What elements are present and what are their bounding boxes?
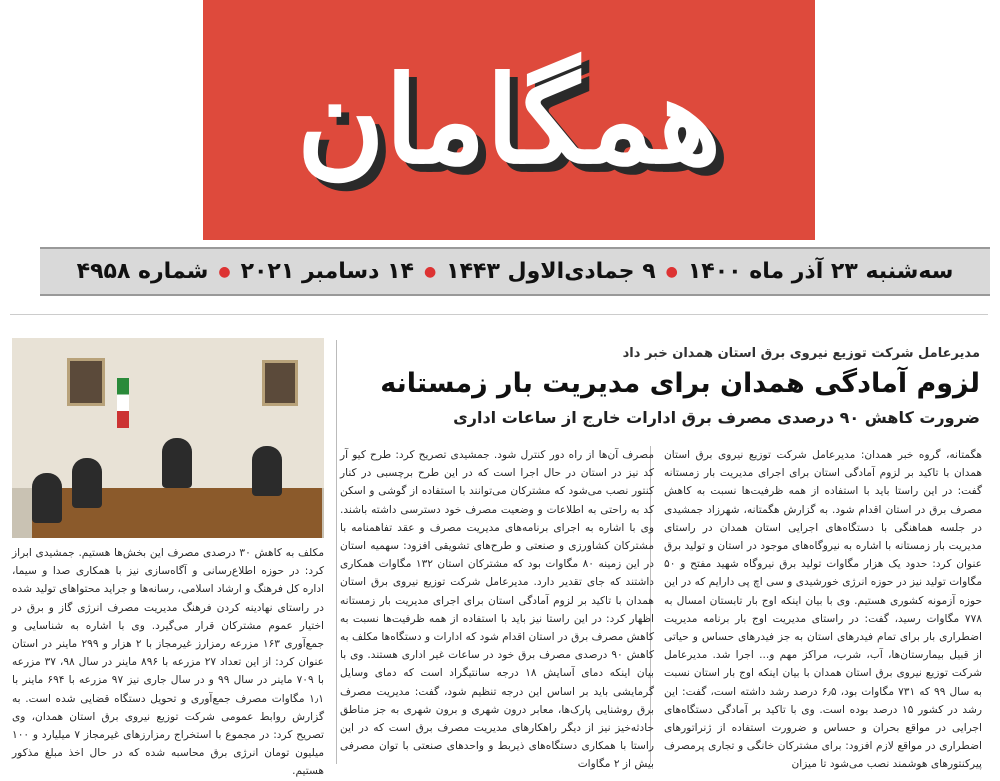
person-figure	[32, 473, 62, 523]
bullet-dot-icon: ●	[665, 263, 678, 280]
person-figure	[72, 458, 102, 508]
dateline-hijri: ۹ جمادی‌الاول ۱۴۴۳	[446, 259, 656, 284]
article-text: هگمتانه، گروه خبر همدان: مدیرعامل شرکت توزیع نیروی برق استان همدان با تاکید بر لزوم آمادگی استان برای اجرای مدیریت بار زمستانه گفت: در این راستا باید با استفاده از همه ظرفیت‌ها نسبت به کاهش مصرف برق در استان اقدام شود. به گزارش هگمتانه، شهرزاد جمشیدی در جلسه هماهنگی با دستگاه‌های اجرایی استان همدان در راستای مدیریت بار زمستانه با اشاره به نیروگاه‌های موجود در استان و تولید برق عنوان کرد: حدود یک هزار مگاوات تولید برق نیروگاه شهید مفتح و ۵۰ مگاوات تولید نیز در حوزه انرژی خورشیدی و سی اچ پی دارایم که در این حوزه آزمونه کشوری هستیم. وی با بیان اینکه اوج بار تابستان امسال به ۷۷۸ مگاوات رسید، گفت: در راستای مدیریت اوج بار برنامه مدیریت اضطراری بار برای تمام فیدرهای استان به جز فیدرهای حساس و حیاتی از قبیل بیمارستان‌ها، آب، شرب، مراکز مهم و... اجرا شد. مدیرعامل شرکت توزیع نیروی برق استان همدان با بیان اینکه اوج بار استان نسبت به سال ۹۹ که ۷۳۱ مگاوات بود، ۶٫۵ درصد رشد داشته است، گفت: این رشد در کشور ۱۵ درصد بوده است. وی با تاکید بر آمادگی دستگاه‌های اجرایی در مواقع بحران و حساس و ضرورت استفاده از ژنراتورهای اضطراری در مواقع لازم افزود: برای مشترکان خانگی و تجاری پرمصرف پیرکنتورهای هوشمند نصب می‌شود تا میزان	[664, 449, 982, 771]
dateline-day: سه‌شنبه ۲۳ آذر ماه ۱۴۰۰	[687, 259, 954, 284]
article-column-1	[664, 446, 982, 771]
portrait-frame	[67, 358, 105, 406]
article-column-3	[12, 544, 325, 778]
top-strip-cut-text	[10, 300, 988, 315]
bullet-dot-icon: ●	[218, 263, 231, 280]
article-subhead: ضرورت کاهش ۹۰ درصدی مصرف برق ادارات خارج از ساعات اداری	[453, 408, 980, 427]
person-figure	[162, 438, 192, 488]
newspaper-logo: همگامان	[296, 49, 722, 191]
article-column-2	[340, 446, 654, 771]
bullet-dot-icon: ●	[423, 263, 437, 280]
masthead	[203, 0, 815, 240]
column-rule	[336, 340, 337, 764]
portrait-frame	[262, 360, 298, 406]
dateline-issue: شماره ۴۹۵۸	[76, 259, 209, 284]
dateline-bar	[40, 247, 990, 296]
dateline-gregorian: ۱۴ دسامبر ۲۰۲۱	[240, 259, 414, 284]
flag	[117, 378, 129, 428]
person-figure	[252, 446, 282, 496]
article-text: مصرف آن‌ها از راه دور کنترل شود. جمشیدی تصریح کرد: طرح کیو آر کد نیز در استان در حال اجرا است که در این طرح برچسبی در کنار کنتور نصب می‌شود که مشترکان می‌توانند با استفاده از گوشی و اسکن کد به راحتی به اطلاعات و وضعیت مصرف خود دسترسی داشته باشند. وی با اشاره به اجرای برنامه‌های مدیریت مصرف و عقد تفاهمنامه با مشترکان کشاورزی و صنعتی و طرح‌های تشویقی افزود: سهمیه استان در این زمینه ۸۰ مگاوات بود که مشترکان استان ۱۳۲ مگاوات همکاری داشتند که جای تقدیر دارد. مدیرعامل شرکت توزیع نیروی برق استان همدان با تاکید بر لزوم آمادگی استان برای اجرای مدیریت بار زمستانه اظهار کرد: در این راستا نیز باید با استفاده از همه ظرفیت‌ها نسبت به کاهش مصرف برق در استان اقدام شود که ادارات و دستگاه‌ها مکلف به کاهش ۹۰ درصدی مصرف برق خود در ساعات غیر اداری هستند. وی با بیان اینکه دمای آسایش ۱۸ درجه سانتیگراد است که دمای وسایل گرمایشی باید بر اساس این درجه تنظیم شود، گفت: مدیریت مصرف برق روشنایی پارک‌ها، معابر درون شهری و برون شهری به جز مناطق حادثه‌خیز نیز از دیگر راهکارهای مدیریت مصرف برق است که در این راستا با همکاری دستگاه‌های ذیربط و واحدهای صنعتی با توان مصرفی بیش از ۲ مگاوات	[340, 449, 654, 771]
article-kicker: مدیرعامل شرکت توزیع نیروی برق استان همدان خبر داد	[622, 346, 980, 361]
article-headline: لزوم آمادگی همدان برای مدیریت بار زمستانه	[380, 368, 980, 399]
article-text: مکلف به کاهش ۳۰ درصدی مصرف این بخش‌ها هستیم. جمشیدی ابراز کرد: در حوزه اطلاع‌رسانی و آگاه‌سازی نیز با همکاری صدا و سیما، اداره کل فرهنگ و ارشاد اسلامی، رسانه‌ها و جراید محتواهای تولید شده در راستای نهادینه کردن فرهنگ مدیریت مصرف انرژی گاز و برق در اختیار عموم مشترکان قرار می‌گیرد. وی با اشاره به شناسایی و جمع‌آوری ۱۶۳ مزرعه رمزارز غیرمجاز با ۲ هزار و ۲۹۹ ماینر در استان عنوان کرد: از این تعداد ۲۷ مزرعه با ۸۹۶ ماینر در سال ۹۸، ۳۷ مزرعه با ۷۰۹ ماینر در سال ۹۹ و در سال جاری نیز ۹۷ مزرعه با ۶۹۴ ماینر با ۱٫۱ مگاوات مصرف جمع‌آوری و تحویل دستگاه قضایی شده است. به گزارش روابط عمومی شرکت توزیع نیروی برق استان همدان، وی تصریح کرد: در مجموع با استخراج رمزارزهای غیرمجاز ۷ میلیارد و ۱۰۰ میلیون تومان انرژی برق محاسبه شده که در حال اخذ مبلغ مذکور هستیم.	[12, 547, 325, 778]
meeting-photo	[12, 338, 324, 538]
